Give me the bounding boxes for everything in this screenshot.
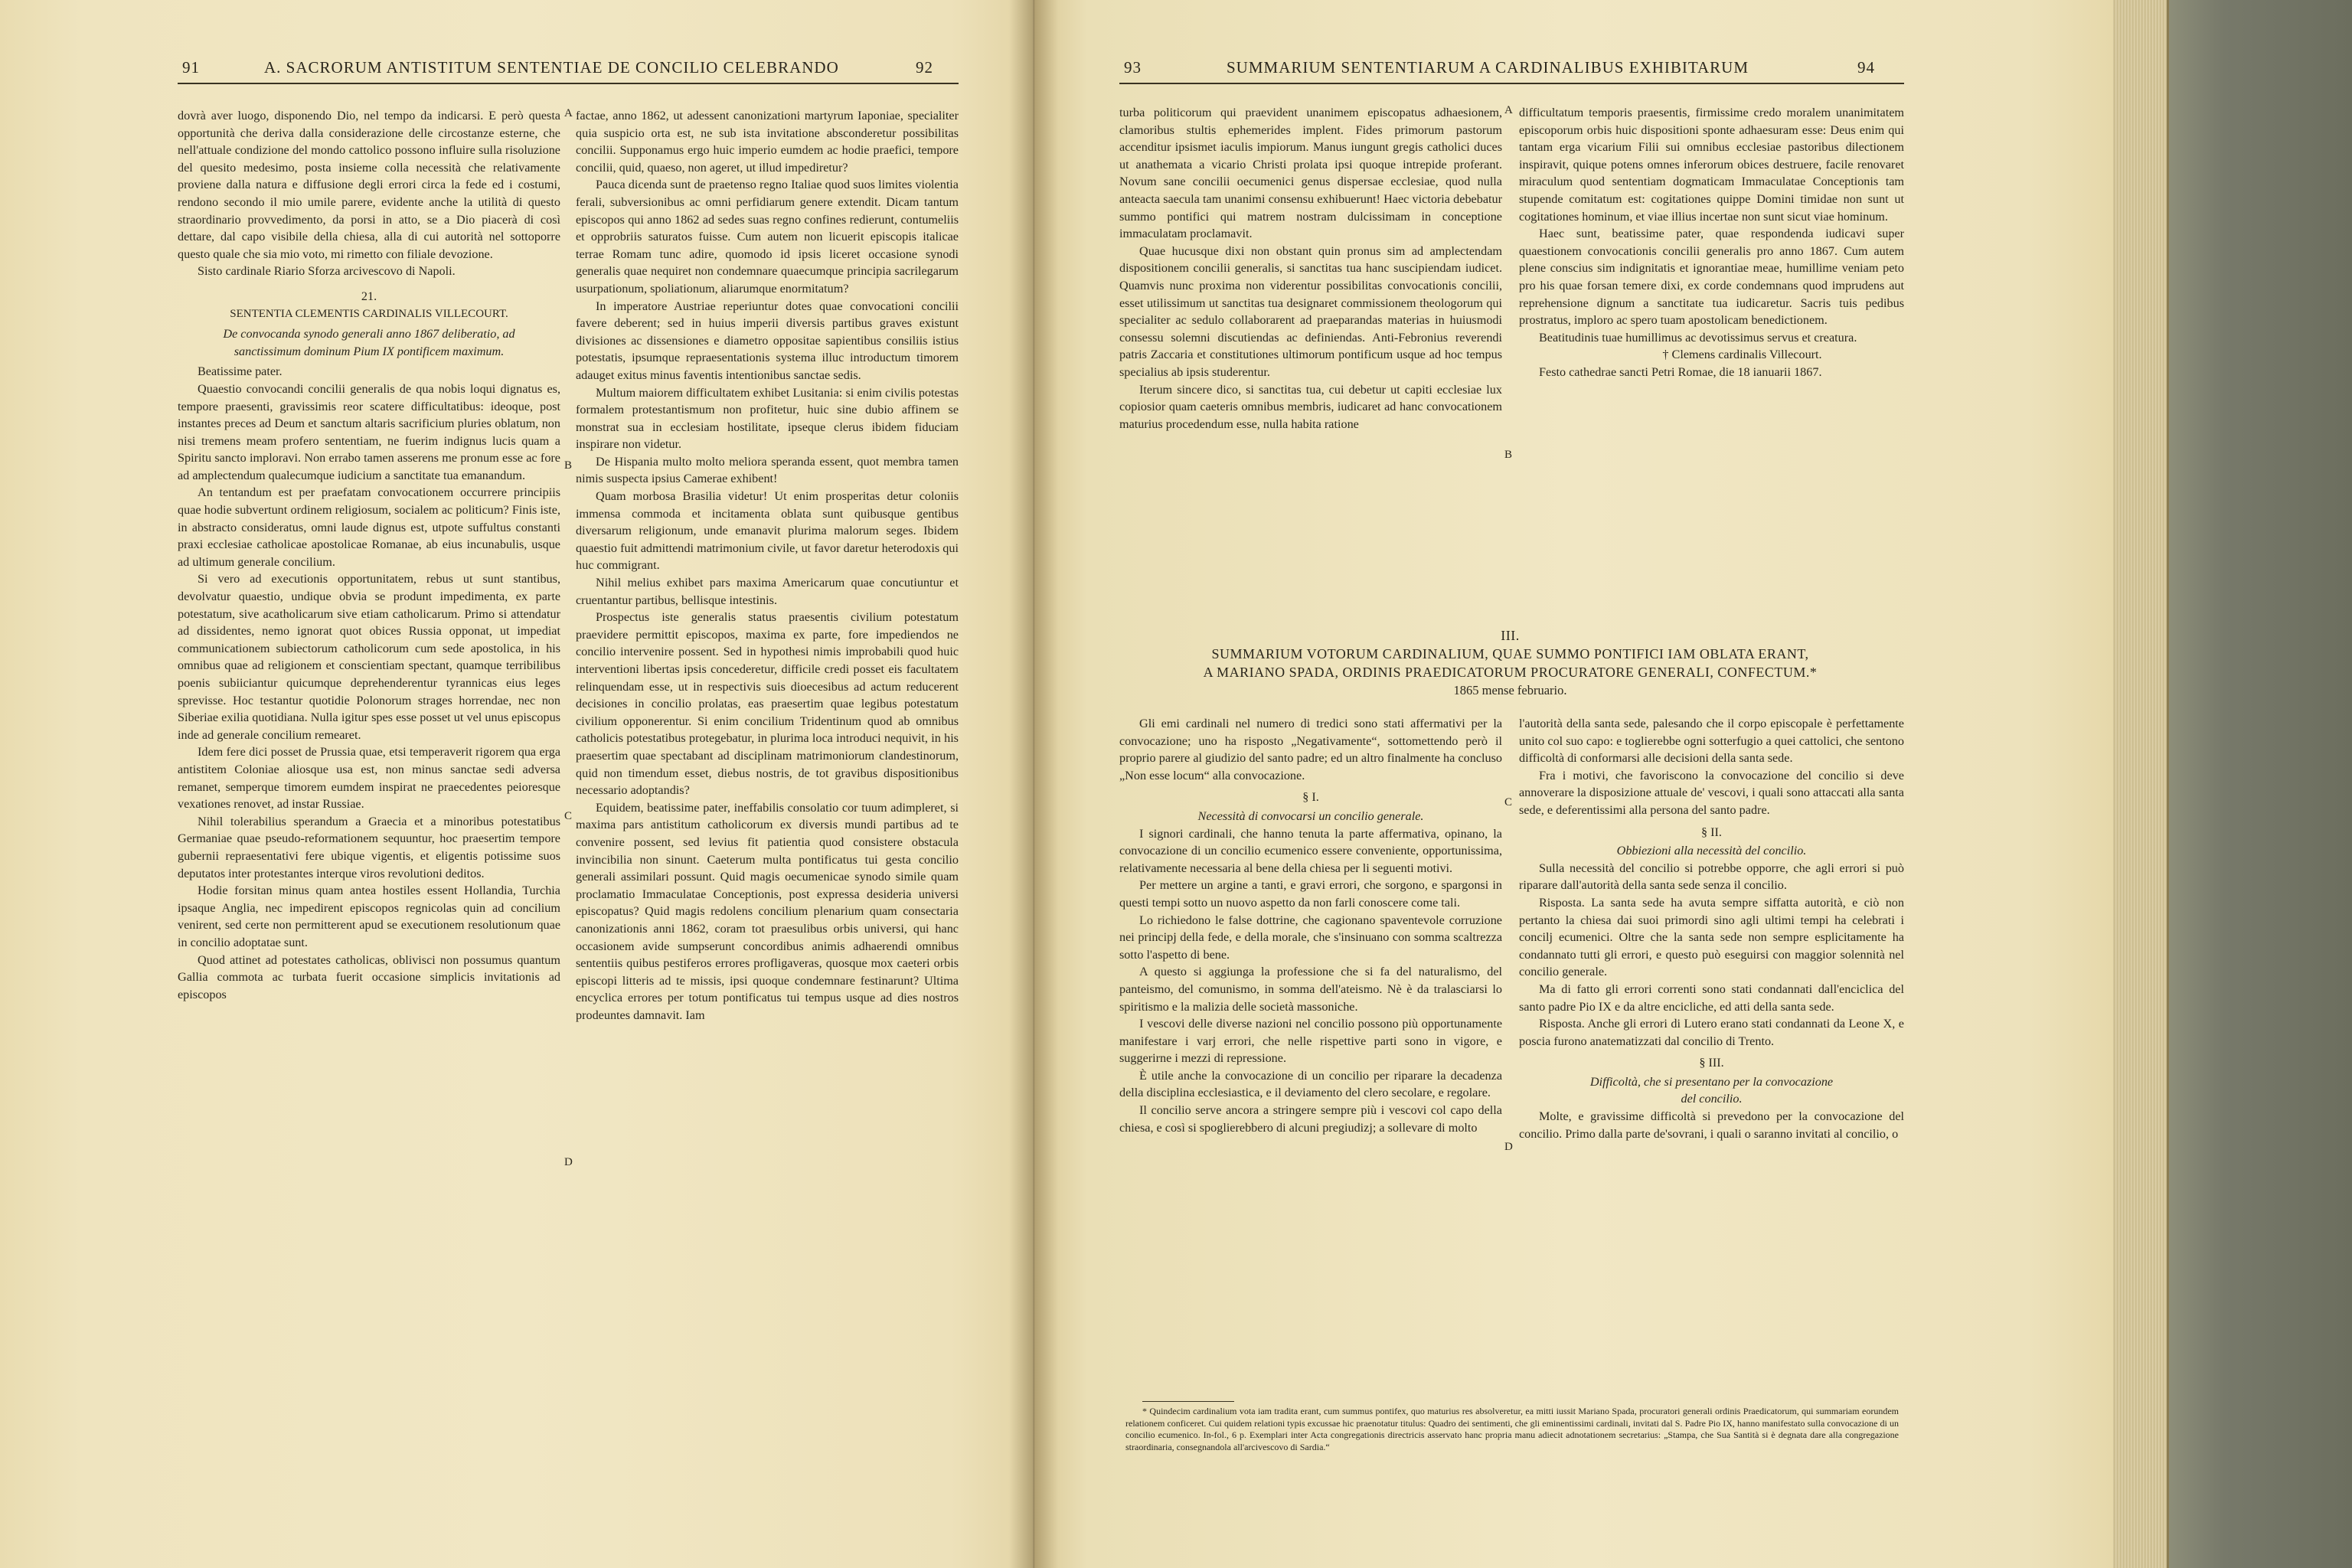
paragraph: Si vero ad executionis opportunitatem, rebus ut sunt stantibus, devolvatur quaestio, undique obvia se produnt impedimenta, ex parte potestatum, sive acatholicarum sive etiam catholicarum. Primo si attendatur ad dissidentes, nemo ignorat quot obices Russia opponat, ut impediat communicationem subiectorum catholicorum cum sede apostolica, in his omnibus quae ad religionem et conscientiam spectant, quamque terribilibus poenis subiiciantur quicumque deprehenderentur tyrannicas eius leges sprevisse. Hoc testantur quotidie Polonorum strages horrendae, nec non Siberiae exilia quotidiana. Nulla igitur spes esse posset ut vel unus episcopus inde ad generale concilium remearet. <box>178 572 560 742</box>
paragraph: I vescovi delle diverse nazioni nel concilio possono più opportunamente manifestare i varj errori, che nelle rispettive parti sono in vigore, e suggerirne i mezzi di repressione. <box>1119 1017 1502 1066</box>
paragraph: l'autorità della santa sede, palesando che il corpo episcopale è perfettamente unito col suo capo: e toglierebbe ogni sotterfugio a quei cattolici, che sentono difficoltà di conformarsi alle decisioni della santa sede. <box>1519 717 1904 766</box>
section-3-title-line-1: Difficoltà, che si presentano per la convocazione <box>1589 1074 1834 1089</box>
paragraph: Haec sunt, beatissime pater, quae respondenda iudicavi super quaestionem convocationis concilii generalis pro anno 1867. Cum autem plene conscius sim indignitatis et ignorantiae meae, humillime veniam peto pro his quae forsan temere dixi, ex corde condemnans quod imprudens aut reprehensione dignum a sanctitate tua iudicaretur. Sacris tuis pedibus prostratus, imploro ac spero tuam apostolicam benedictionem. <box>1519 227 1904 328</box>
header-rule <box>178 83 959 84</box>
paragraph: I signori cardinali, che hanno tenuta la parte affermativa, opinano, la convocazione di un concilio ecumenico essere conveniente, opportunissima, relativamente necessaria al bene della chiesa per li seguenti motivi. <box>1119 826 1502 875</box>
paragraph: factae, anno 1862, ut adessent canonizationi martyrum Iaponiae, specialiter quia suspicio orta est, ne sub ista invitatione absconderetur possibilitas concilii. Supponamus ergo huic imperio eumdem ac hodie praefici, tempore concilii, quid, quaeso, non ageret, ut illud impediretur? <box>576 109 959 175</box>
section-2-title: Obbiezioni alla necessità del concilio. <box>1616 844 1807 858</box>
margin-marker-d: D <box>1504 1141 1513 1153</box>
paragraph: Beatitudinis tuae humillimus ac devotissimus servus et creatura. <box>1539 330 1857 345</box>
page-block-edge <box>2113 0 2169 1568</box>
signature: † Clemens cardinalis Villecourt. <box>1662 348 1822 362</box>
paragraph: Fra i motivi, che favoriscono la convocazione del concilio si deve annoverare la disposizione attuale de' vescovi, i quali sono attaccati alla santa sede, e deferentissimi alla persona del santo padre. <box>1519 768 1904 817</box>
section-title-line-1: SUMMARIUM VOTORUM CARDINALIUM, QUAE SUMMO PONTIFICI IAM OBLATA ERANT, <box>1211 646 1809 662</box>
paragraph: Nihil tolerabilius sperandum a Graecia et a minoribus potestatibus Germaniae quae pseudo-reformationem sequuntur, hoc praesertim tempore gubernii repraesentativi fere ubique vigentis, et eligentis potissime suos deputatos inter protestantes interque viros revolutioni deditos. <box>178 814 560 880</box>
book-cover-edge <box>2169 0 2352 1568</box>
paragraph: Quae hucusque dixi non obstant quin pronus sim ad amplectendam dispositionem concilii generalis, si sanctitas tua hanc suscipiendam iudicet. Quamvis nunc proxima non viderentur possibilitas convocationis concilii, esset utilissimum ut sanctitas tua designaret commissionem theologorum qui specialiter ac sedulo collaborarent ad praeparandas materias in huiusmodi consessu solemni discutiendas ac definiendas. Anti-Febronius reverendi patris Zaccaria et constitutiones ultimorum pontificum usque ad hoc tempus specialius ab ipsis studerentur. <box>1119 243 1502 379</box>
paragraph: Quod attinet ad potestates catholicas, oblivisci non possumus quantum Gallia commota ac turbata fuerit occasione simplicis invitationis ad episcopos <box>178 952 560 1001</box>
paragraph: Sulla necessità del concilio si potrebbe opporre, che agli errori si può riparare dall'autorità della santa sede senza il concilio. <box>1519 861 1904 893</box>
paragraph: Prospectus iste generalis status praesentis civilium potestatum praevidere permittit episcopos, maxima ex parte, fore impediendos ne concilio intervenire possent. Sed in hypothesi nimis improbabili quod huic interventioni libertas ipsis concederetur, difficile credi posset eis facultatem relinquendam esse, ut in respectivis suis dioecesibus ad actum reducerent decisiones in concilio prolatas, eas praesertim quae legibus potestatum civilium opponerentur. Si enim concilium Tridentinum quod ab omnibus catholicis potestatibus protegebatur, in plurima loca introduci nequivit, in his praesertim quae spectabant ad disciplinam matrimoniorum clandestinorum, quid non timendum esset, diebus nostris, de tot gravibus dispositionibus necessario adoptandis? <box>576 610 959 798</box>
right-column-2-top <box>1519 104 1904 381</box>
sententia-subtitle: De convocanda synodo generali anno 1867 deliberatio, ad sanctissimum dominum Pium IX pontificem maximum. <box>223 327 515 358</box>
paragraph: In imperatore Austriae reperiuntur dotes quae convocationi concilii favere deberent; sed in huius imperii diversis partibus graves existunt divisiones ac dissensiones e diametro oppositae sapientibus consiliis istius potestatis, ipsumque repraesentationis systema illuc introductum timorem adauget exitus minus faventis intentionibus sanctae sedis. <box>576 299 959 382</box>
left-page <box>0 0 1034 1568</box>
section-date: 1865 mense februario. <box>1453 683 1567 697</box>
paragraph: Idem fere dici posset de Prussia quae, etsi temperaverit rigorem qua erga antistitem Coloniae aliosque usa est, non minus sanctae sedi adversa remanet, semperque timorem eumdem inspirat ne praecedentes peioresque vexationes renovet, ad instar Russiae. <box>178 745 560 812</box>
margin-marker-c: C <box>564 810 573 822</box>
footnote: * Quindecim cardinalium vota iam tradita erant, cum summus pontifex, quo maturius res absolveretur, ea mitti iussit Mariano Spada, procuratori generali ordinis Praedicatorum, qui summariam eorundem relationem conficeret. Cui quidem relationi typis excussae hic praenotatur titulus: Quadro dei sentimenti, che gli eminentissimi cardinali, invitati dal S. Padre Pio IX, hanno manifestato sulla convocazione di un concilio ecumenico. In-fol., 6 p. Exemplari inter Acta congregationis directricis asservato hanc propria manu adiecit adnotationem secretarius: „Stampa, che Sua Santità si è degnata dare alla congregazione straordinaria, consegnandola all'arcivescovo di Sardia.“ <box>1125 1406 1899 1452</box>
section-3-title-line-2: del concilio. <box>1681 1092 1743 1106</box>
paragraph: A questo si aggiunga la professione che si fa del naturalismo, del panteismo, del comunismo, in somma dell'ateismo. Nè è da tralasciarsi lo spiritismo e la malizia delle società massoniche. <box>1119 965 1502 1014</box>
paragraph: De Hispania multo molto meliora speranda essent, quot membra tamen nimis suspecta ipsius Camerae exhibent! <box>576 454 959 486</box>
page-number-91: 91 <box>182 58 200 77</box>
paragraph: Ma di fatto gli errori correnti sono stati condannati dall'enciclica del santo padre Pio IX e da altre encicliche, ed atti della santa sede. <box>1519 982 1904 1014</box>
section-2-number: § II. <box>1701 825 1722 839</box>
margin-marker-b: B <box>564 459 573 472</box>
paragraph: Nihil melius exhibet pars maxima Americarum quae concutiuntur et cruentantur partibus, bellisque intestinis. <box>576 576 959 607</box>
paragraph: difficultatum temporis praesentis, firmissime credo moralem unanimitatem episcoporum orbis huic dispositioni sponte adhaesuram esse: Deus enim qui tantam erga vicarium Filii sui omnibus ecclesiae pastoribus dilectionem inspiravit, quique potens omnes inferorum obices destruere, facile renovaret miraculum quod sententiam dogmaticam Immaculatae Conceptionis tam stupende comitatum est: cogitationes quippe Domini timidae non sunt ut cogitationes hominum, et viae illius incertae non sunt sicut viae hominum. <box>1519 106 1904 224</box>
paragraph: Lo richiedono le false dottrine, che cagionano spaventevole corruzione nei principj della fede, e della morale, che s'insinuano con somma scaltrezza sotto l'aspetto di bene. <box>1119 913 1502 962</box>
paragraph: Equidem, beatissime pater, ineffabilis consolatio cor tuum adimpleret, si maxima pars antistitum catholicorum ex diversis mundi partibus ad te convenire possent, sed levius fit patientia quod consistere obstacula invincibilia non sinunt. Caeterum multa pontificatus tui gesta concilio generali assimilari possunt. Quid magis oecumenicae synodo simile quam proclamatio Immaculatae Conceptionis, post expressa desideria universi episcopatus? Quid magis redolens concilium plenarium quam consectaria canonizationis anni 1862, coram tot praesulibus orbis universi, qui hanc occasionem avide sumpserunt concordibus animis adhaerendi omnibus sententiis quibus pestiferos errores profligaveras, quosque mox caeteri orbis episcopi litteris ad te missis, ipsi quoque condemnare festinarunt? Ultima encyclica errores per totum pontificatus tui tempus usque ad dies nostros prodeuntes damnavit. Iam <box>576 800 959 1022</box>
header-rule <box>1119 83 1904 84</box>
paragraph: Il concilio serve ancora a stringere sempre più i vescovi col capo della chiesa, e così si spoglierebbero di alcuni pregiudizj; a sollevare di molto <box>1119 1103 1502 1135</box>
section-1-title: Necessità di convocarsi un concilio generale. <box>1197 808 1424 823</box>
sententia-title: SENTENTIA CLEMENTIS CARDINALIS VILLECOURT. <box>230 307 508 320</box>
paragraph: dovrà aver luogo, disponendo Dio, nel tempo da indicarsi. E però questa opportunità che deriva dalla considerazione delle circostanze esterne, che nell'attuale condizione del mondo cattolico possono influire sulla risoluzione del quesito medesimo, posta insieme colla necessità che relativamente proviene dalla natura e diffusione degli errori circa la fede ed i costumi, rendono secondo il mio umile parere, evidente anche la utilità di questo straordinario provvedimento, da porsi in atto, se a Dio piacerà di così dettare, dal capo visibile della chiesa, alla di cui autorità nel sottoporre questo quale che sia mio voto, mi rimetto con filiale devozione. <box>178 109 560 261</box>
sententia-number: 21. <box>361 289 377 303</box>
running-head-left: A. SACRORUM ANTISTITUM SENTENTIAE DE CONCILIO CELEBRANDO <box>264 58 839 77</box>
paragraph: turba politicorum qui praevident unanimem episcopatus adhaesionem, clamoribus stultis ephemerides implent. Fides primorum pastorum accenditur ipsismet iaculis impiorum. Manus iungunt gregis catholici duces ut anathemata a vicario Christi prolata ipsi quoque intrepide proferant. Novum sane concilii oecumenici genus dispersae ecclesiae, quod nulla anteacta saecula tam unanimi consensu exhibuerunt! Haec victoria debebatur summo pontifici qui matrem nostram dulcissimam in conceptione immaculatam proclamavit. <box>1119 106 1502 241</box>
section-title-line-2: A MARIANO SPADA, ORDINIS PRAEDICATORUM PROCURATORE GENERALI, CONFECTUM.* <box>1203 665 1818 680</box>
running-head-right: SUMMARIUM SENTENTIARUM A CARDINALIBUS EXHIBITARUM <box>1227 58 1749 77</box>
date-line: Festo cathedrae sancti Petri Romae, die 18 ianuarii 1867. <box>1539 364 1822 379</box>
footnote-rule <box>1142 1401 1234 1402</box>
paragraph: An tentandum est per praefatam convocationem occurrere principiis quae hodie subvertunt ordinem religiosum, socialem ac politicum? Finis iste, in abstracto consideratus, omni laude dignus est, utpote suffultus constanti praxi ecclesiae catholicae apostolicae Romanae, ab eius incunabulis, usque ad ultimum generale concilium. <box>178 485 560 569</box>
paragraph: Quam morbosa Brasilia videtur! Ut enim prosperitas detur coloniis immensa commoda et incitamenta oblata sunt quibusque gentibus diversarum religionum, unde emanavit plurima malorum seges. Ibidem quaestio fuit admittendi matrimonium civile, ut favor daretur heterodoxis qui huc commigrant. <box>576 489 959 573</box>
margin-marker-b: B <box>1504 449 1513 461</box>
left-column-1 <box>178 107 560 1003</box>
paragraph: Quaestio convocandi concilii generalis de qua nobis loqui dignatus es, tempore praesenti, gravissimis reor scatere difficultatibus: ideoque, post instantes preces ad Deum et sanctum altaris sacrificium pluries oblatum, non nisi tremens meam profero sententiam, ne fuerim indignus lucis quam a Spiritu sancto imploravi. Non errabo tamen asserens me pronum esse ac fore ad amplectendum qualecumque iudicium a sanctitate tua emanandum. <box>178 381 560 482</box>
section-number: III. <box>1501 628 1520 643</box>
paragraph: Gli emi cardinali nel numero di tredici sono stati affermativi per la convocazione; uno ha risposto „Negativamente“, sottomettendo però il proprio parere al giudizio del santo padre; ed un altro finalmente ha concluso „Non esse locum“ alla convocazione. <box>1119 717 1502 782</box>
paragraph: Hodie forsitan minus quam antea hostiles essent Hollandia, Turchia ipsaque Anglia, nec impedirent episcopos regnicolas quin ad concilium venirent, sed certe non permitterent apud se executionem resolutionum quae in concilio adoptatae sunt. <box>178 884 560 949</box>
paragraph: Risposta. La santa sede ha avuta sempre siffatta autorità, e ciò non pertanto la chiesa dai suoi primordi sino agli ultimi tempi ha celebrati i concilj ecumenici. Oltre che la santa sede non sempre esplicitamente ha condannato tutti gli errori, e questo può eseguirsi con maggior solennità nel concilio generale. <box>1519 895 1904 979</box>
section-1-number: § I. <box>1302 790 1319 805</box>
right-column-1-bottom <box>1119 715 1502 1136</box>
section-3-number: § III. <box>1699 1056 1724 1070</box>
page-number-94: 94 <box>1857 58 1875 77</box>
paragraph: Molte, e gravissime difficoltà si prevedono per la convocazione del concilio. Primo dalla parte de'sovrani, i quali o saranno invitati al concilio, o <box>1519 1109 1904 1141</box>
page-number-92: 92 <box>916 58 933 77</box>
paragraph: Pauca dicenda sunt de praetenso regno Italiae quod suos limites violentia ferali, subversionibus ac omni perfidiarum genere extendit. Dicam tantum episcopos qui anno 1862 ad sedes suas regno confines redierunt, contumeliis et opprobriis saturatos fuisse. Cum autem non licuerit episcopis italicae terrae Romam tunc adire, quomodo id ipsis liceret occasione synodi generalis quae nequiret non condemnare quaecumque principia sacrilegarum usurpationum, spoliationum, aliarumque enormitatum? <box>576 178 959 296</box>
paragraph: È utile anche la convocazione di un concilio per riparare la decadenza della disciplina ecclesiastica, e il deviamento del clero secolare, e regolare. <box>1119 1068 1502 1100</box>
margin-marker-d: D <box>564 1156 573 1168</box>
paragraph: Risposta. Anche gli errori di Lutero erano stati condannati da Leone X, e poscia furono anatematizzati dal concilio di Trento. <box>1519 1017 1904 1048</box>
paragraph: Multum maiorem difficultatem exhibet Lusitania: si enim civilis potestas formalem protestantismum non profitetur, huic sine dubio affinem se monstrat sua in ecclesiam hostilitate, ipseque clerus ibidem fiduciam inspirare non videtur. <box>576 385 959 452</box>
paragraph: Sisto cardinale Riario Sforza arcivescovo di Napoli. <box>198 264 456 279</box>
margin-marker-c: C <box>1504 796 1513 808</box>
paragraph: Per mettere un argine a tanti, e gravi errori, che sorgono, e spargonsi in questi tempi sotto un nuovo aspetto da non farli conoscere come tali. <box>1119 878 1502 910</box>
salutation: Beatissime pater. <box>198 364 283 379</box>
right-column-2-bottom <box>1519 715 1904 1142</box>
right-column-1-top <box>1119 104 1502 433</box>
left-column-2 <box>576 107 959 1024</box>
margin-marker-a: A <box>564 107 573 119</box>
margin-marker-a: A <box>1504 104 1513 116</box>
paragraph: Iterum sincere dico, si sanctitas tua, cui debetur ut capiti ecclesiae lux copiosior quam caeteris omnibus membris, iudicaret ad hanc convocationem maturius procedendum esse, nulla habita ratione <box>1119 382 1502 431</box>
section-heading <box>1118 626 1903 700</box>
page-number-93: 93 <box>1124 58 1142 77</box>
